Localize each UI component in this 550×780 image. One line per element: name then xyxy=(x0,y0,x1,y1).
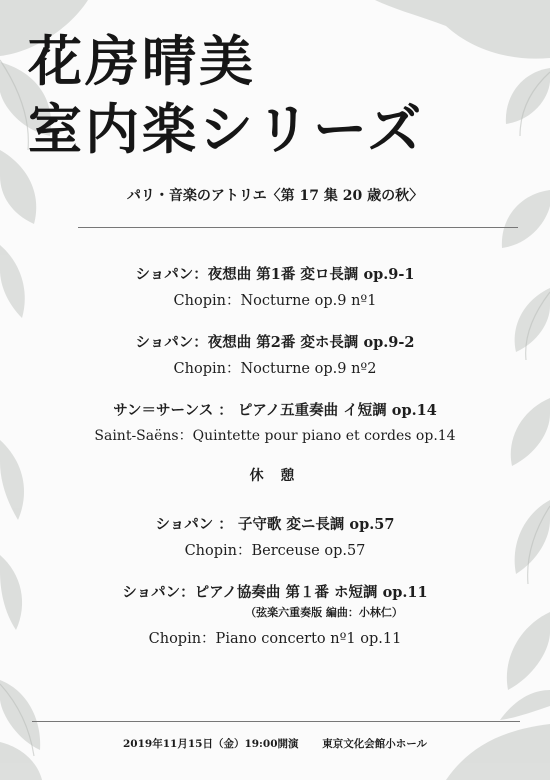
top-divider xyxy=(78,227,518,228)
program-2-english: Chopin：Nocturne op.9 nº2 xyxy=(173,361,377,377)
bottom-divider xyxy=(32,721,520,722)
series-title-line-1: 花房晴美 xyxy=(28,30,256,93)
series-title-line-2: 室内楽シリーズ xyxy=(28,98,425,161)
program-2-japanese: ショパン：夜想曲 第2番 変ホ長調 op.9-2 xyxy=(135,334,415,351)
program-5-japanese: ショパン：ピアノ協奏曲 第１番 ホ短調 op.11 xyxy=(122,584,428,601)
performance-info xyxy=(0,736,550,751)
program-3-japanese: サン＝サーンス ： ピアノ五重奏曲 イ短調 op.14 xyxy=(113,402,437,419)
program-5-english: Chopin：Piano concerto nº1 op.11 xyxy=(148,631,402,647)
intermission-label: 休 憩 xyxy=(249,468,301,484)
venue-name: 東京文化会館小ホール xyxy=(322,738,427,750)
program-1-japanese: ショパン：夜想曲 第1番 変ロ長調 op.9-1 xyxy=(135,266,415,283)
program-3-english: Saint-Saëns：Quintette pour piano et cordes op.14 xyxy=(94,428,456,444)
concert-subtitle: パリ・音楽のアトリエ〈第 17 集 20 歳の秋〉 xyxy=(126,188,424,204)
program-4-japanese: ショパン ： 子守歌 変ニ長調 op.57 xyxy=(155,516,395,533)
program-4-english: Chopin：Berceuse op.57 xyxy=(184,543,366,559)
performance-date: 2019年11月15日（金）19:00開演 xyxy=(123,738,299,750)
program-1-english: Chopin：Nocturne op.9 nº1 xyxy=(173,293,377,309)
program-5-arrangement-note: （弦楽六重奏版 編曲：小林仁） xyxy=(245,606,403,619)
